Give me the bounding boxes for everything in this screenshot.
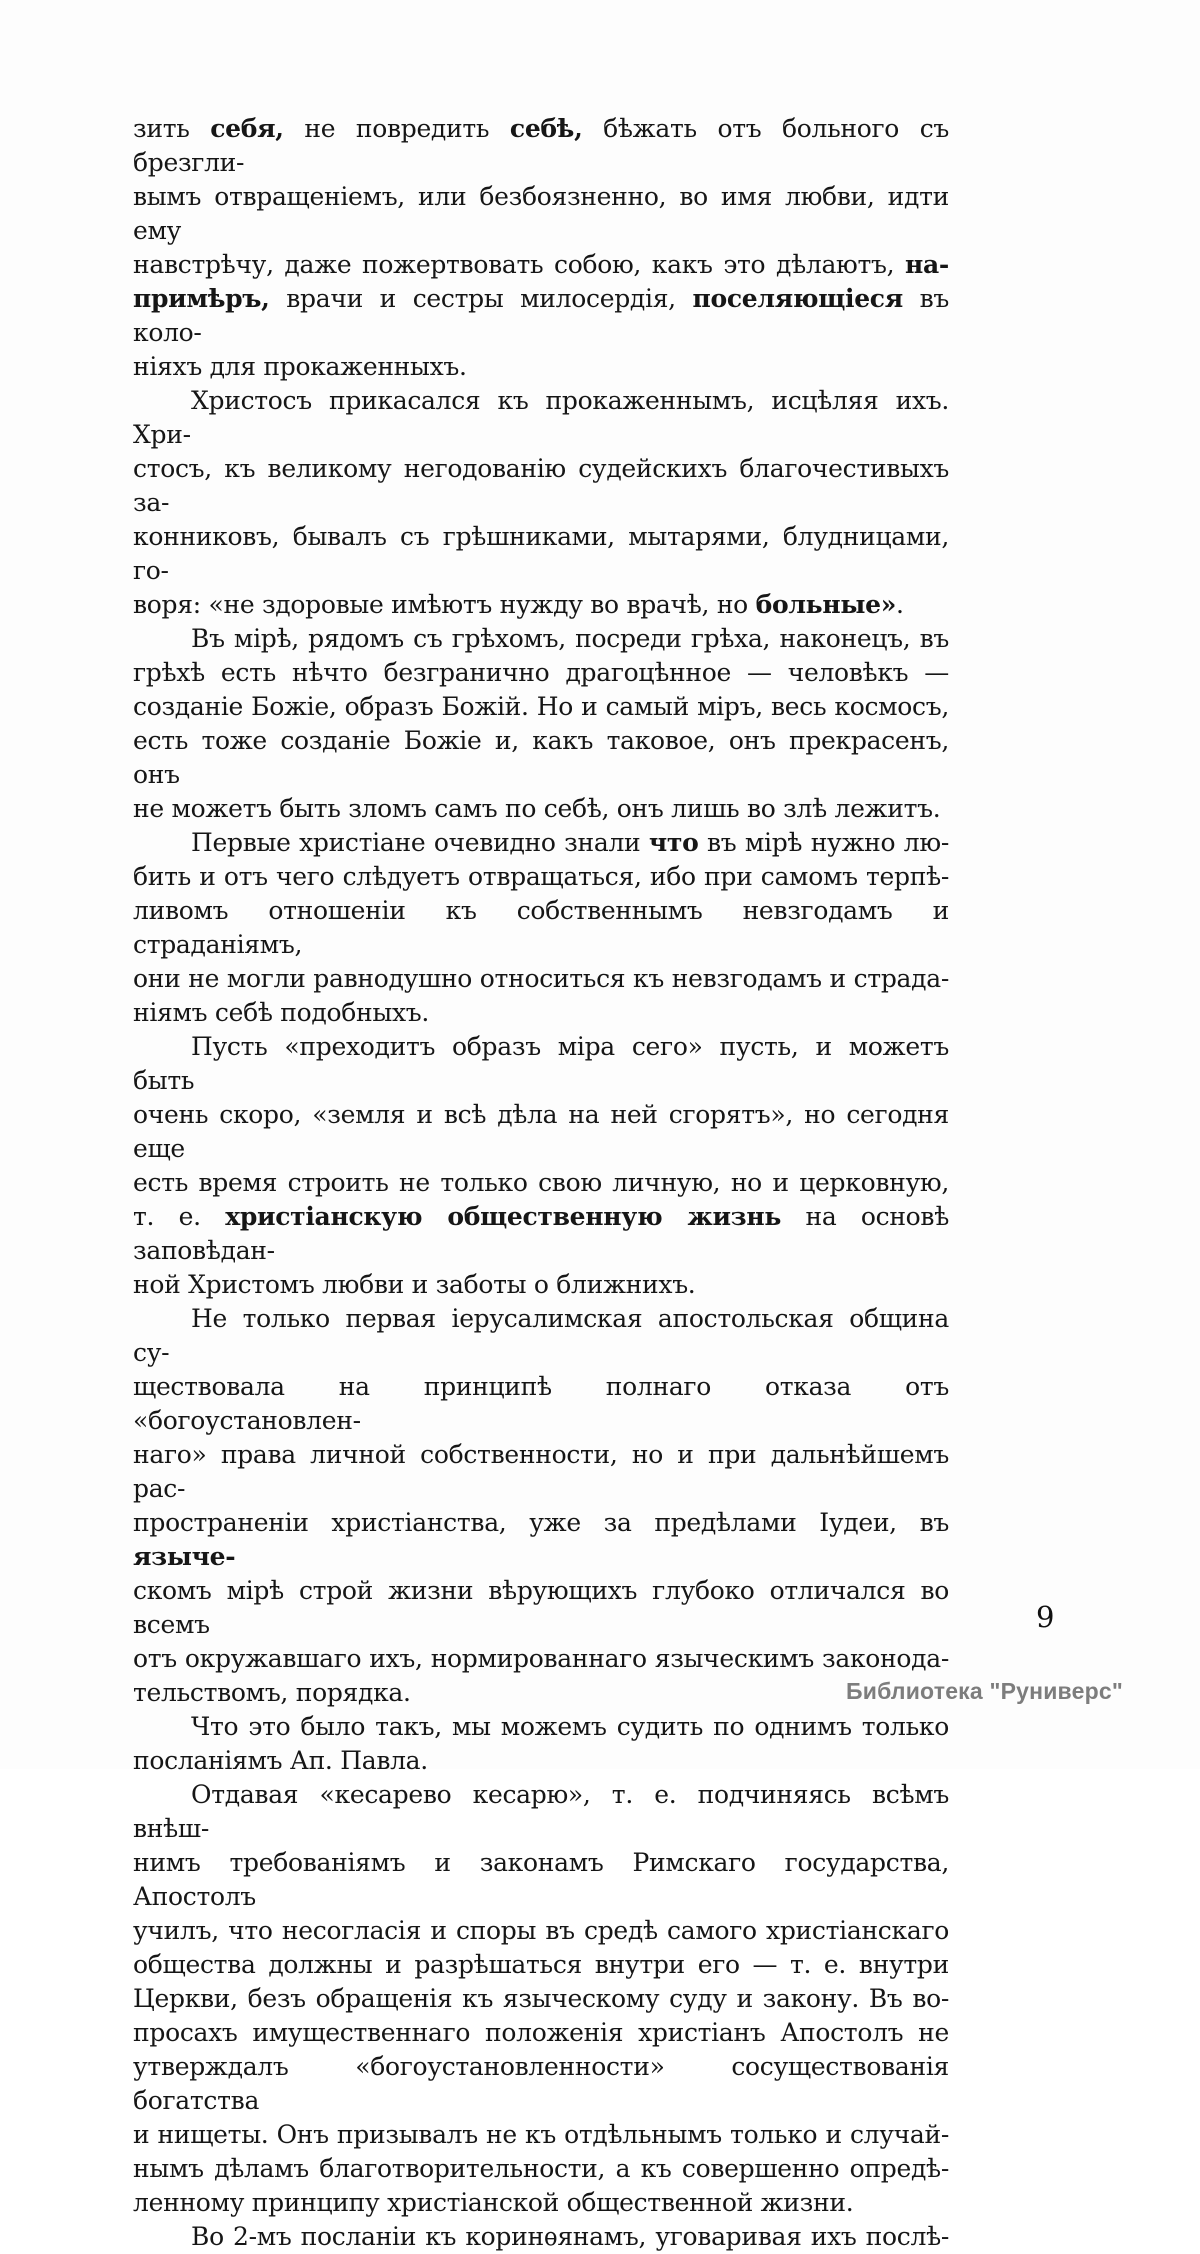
text-line: примѣръ, врачи и сестры милосердія, поселяющіеся въ коло- — [133, 284, 949, 347]
text-line: очень скоро, «земля и всѣ дѣла на ней сгорятъ», но сегодня еще — [133, 1100, 949, 1163]
text-line: посланіямъ Ап. Павла. — [133, 1746, 428, 1775]
text-line: тельствомъ, порядка. — [133, 1678, 411, 1707]
page-number: 9 — [1036, 1600, 1055, 1634]
text-line: Что это было такъ, мы можемъ судить по однимъ только — [191, 1712, 949, 1741]
text-line: есть время строить не только свою личную, но и церковную, — [133, 1168, 949, 1197]
text-line: пространеніи христіанства, уже за предѣлами Іудеи, въ языче- — [133, 1508, 949, 1571]
text-line: скомъ мірѣ строй жизни вѣрующихъ глубоко отличался во всемъ — [133, 1576, 949, 1639]
text-line: Въ мірѣ, рядомъ съ грѣхомъ, посреди грѣха, наконецъ, въ — [191, 624, 949, 653]
text-line: ніямъ себѣ подобныхъ. — [133, 998, 430, 1027]
text-line: грѣхѣ есть нѣчто безгранично драгоцѣнное — человѣкъ — — [133, 658, 949, 687]
text-line: отъ окружавшаго ихъ, нормированнаго языческимъ законода- — [133, 1644, 949, 1673]
text-line: Первые христіане очевидно знали что въ мірѣ нужно лю- — [191, 828, 949, 857]
paragraph — [133, 2220, 949, 2254]
text-line: Отдавая «кесарево кесарю», т. е. подчиняясь всѣмъ внѣш- — [133, 1780, 949, 1843]
text-line: просахъ имущественнаго положенія христіанъ Апостолъ не — [133, 2018, 949, 2047]
text-line: Христосъ прикасался къ прокаженнымъ, исцѣляя ихъ. Хри- — [133, 386, 949, 449]
paragraph — [133, 384, 949, 622]
text-line: вымъ отвращеніемъ, или безбоязненно, во имя любви, идти ему — [133, 182, 949, 245]
text-line: Не только первая іерусалимская апостольская община су- — [133, 1304, 949, 1367]
text-line: наго» права личной собственности, но и при дальнѣйшемъ рас- — [133, 1440, 949, 1503]
text-line: воря: «не здоровые имѣютъ нужду во врачѣ, но больные». — [133, 590, 904, 619]
paragraph — [133, 826, 949, 1030]
text-line: и нищеты. Онъ призывалъ не къ отдѣльнымъ только и случай- — [133, 2120, 949, 2149]
text-line: зить себя, не повредить себѣ, бѣжать отъ больного съ брезгли- — [133, 114, 950, 177]
text-line: ніяхъ для прокаженныхъ. — [133, 352, 467, 381]
text-line: ленному принципу христіанской общественной жизни. — [133, 2188, 854, 2217]
text-line: ществовала на принципѣ полнаго отказа отъ «богоустановлен- — [133, 1372, 949, 1435]
text-line: конниковъ, бывалъ съ грѣшниками, мытарями, блудницами, го- — [133, 522, 949, 585]
text-line: ной Христомъ любви и заботы о ближнихъ. — [133, 1270, 696, 1299]
text-line: бить и отъ чего слѣдуетъ отвращаться, ибо при самомъ терпѣ- — [133, 862, 949, 891]
text-line: ливомъ отношеніи къ собственнымъ невзгодамъ и страданіямъ, — [133, 896, 949, 959]
paragraph — [133, 1778, 949, 2220]
text-line: не можетъ быть зломъ самъ по себѣ, онъ лишь во злѣ лежитъ. — [133, 794, 941, 823]
text-line: есть тоже созданіе Божіе и, какъ таковое, онъ прекрасенъ, онъ — [133, 726, 949, 789]
paragraph — [133, 622, 949, 826]
text-line: общества должны и разрѣшаться внутри его — т. е. внутри — [133, 1950, 949, 1979]
text-line: нымъ дѣламъ благотворительности, а къ совершенно опредѣ- — [133, 2154, 949, 2183]
text-line: стосъ, къ великому негодованію судейскихъ благочестивыхъ за- — [133, 454, 949, 517]
paragraph — [133, 112, 949, 384]
paragraph — [133, 1030, 949, 1302]
text-line: Пусть «преходитъ образъ міра сего» пусть, и можетъ быть — [133, 1032, 949, 1095]
text-line: училъ, что несогласія и споры въ средѣ самого христіанскаго — [133, 1916, 949, 1945]
text-line: нимъ требованіямъ и законамъ Римскаго государства, Апостолъ — [133, 1848, 949, 1911]
text-line: Во 2-мъ посланіи къ коринѳянамъ, уговаривая ихъ послѣ- — [191, 2222, 949, 2251]
paragraph — [133, 1710, 949, 1778]
text-line: они не могли равнодушно относиться къ невзгодамъ и страда- — [133, 964, 949, 993]
text-line: т. е. христіанскую общественную жизнь на основѣ заповѣдан- — [133, 1202, 949, 1265]
text-block — [133, 112, 949, 2254]
text-line: утверждалъ «богоустановленности» сосуществованія богатства — [133, 2052, 949, 2115]
text-line: созданіе Божіе, образъ Божій. Но и самый міръ, весь космосъ, — [133, 692, 949, 721]
text-line: Церкви, безъ обращенія къ языческому суду и закону. Въ во- — [133, 1984, 949, 2013]
watermark: Библиотека "Руниверс" — [846, 1678, 1123, 1704]
text-line: навстрѣчу, даже пожертвовать собою, какъ это дѣлаютъ, на- — [133, 250, 949, 279]
paragraph — [133, 1302, 949, 1710]
